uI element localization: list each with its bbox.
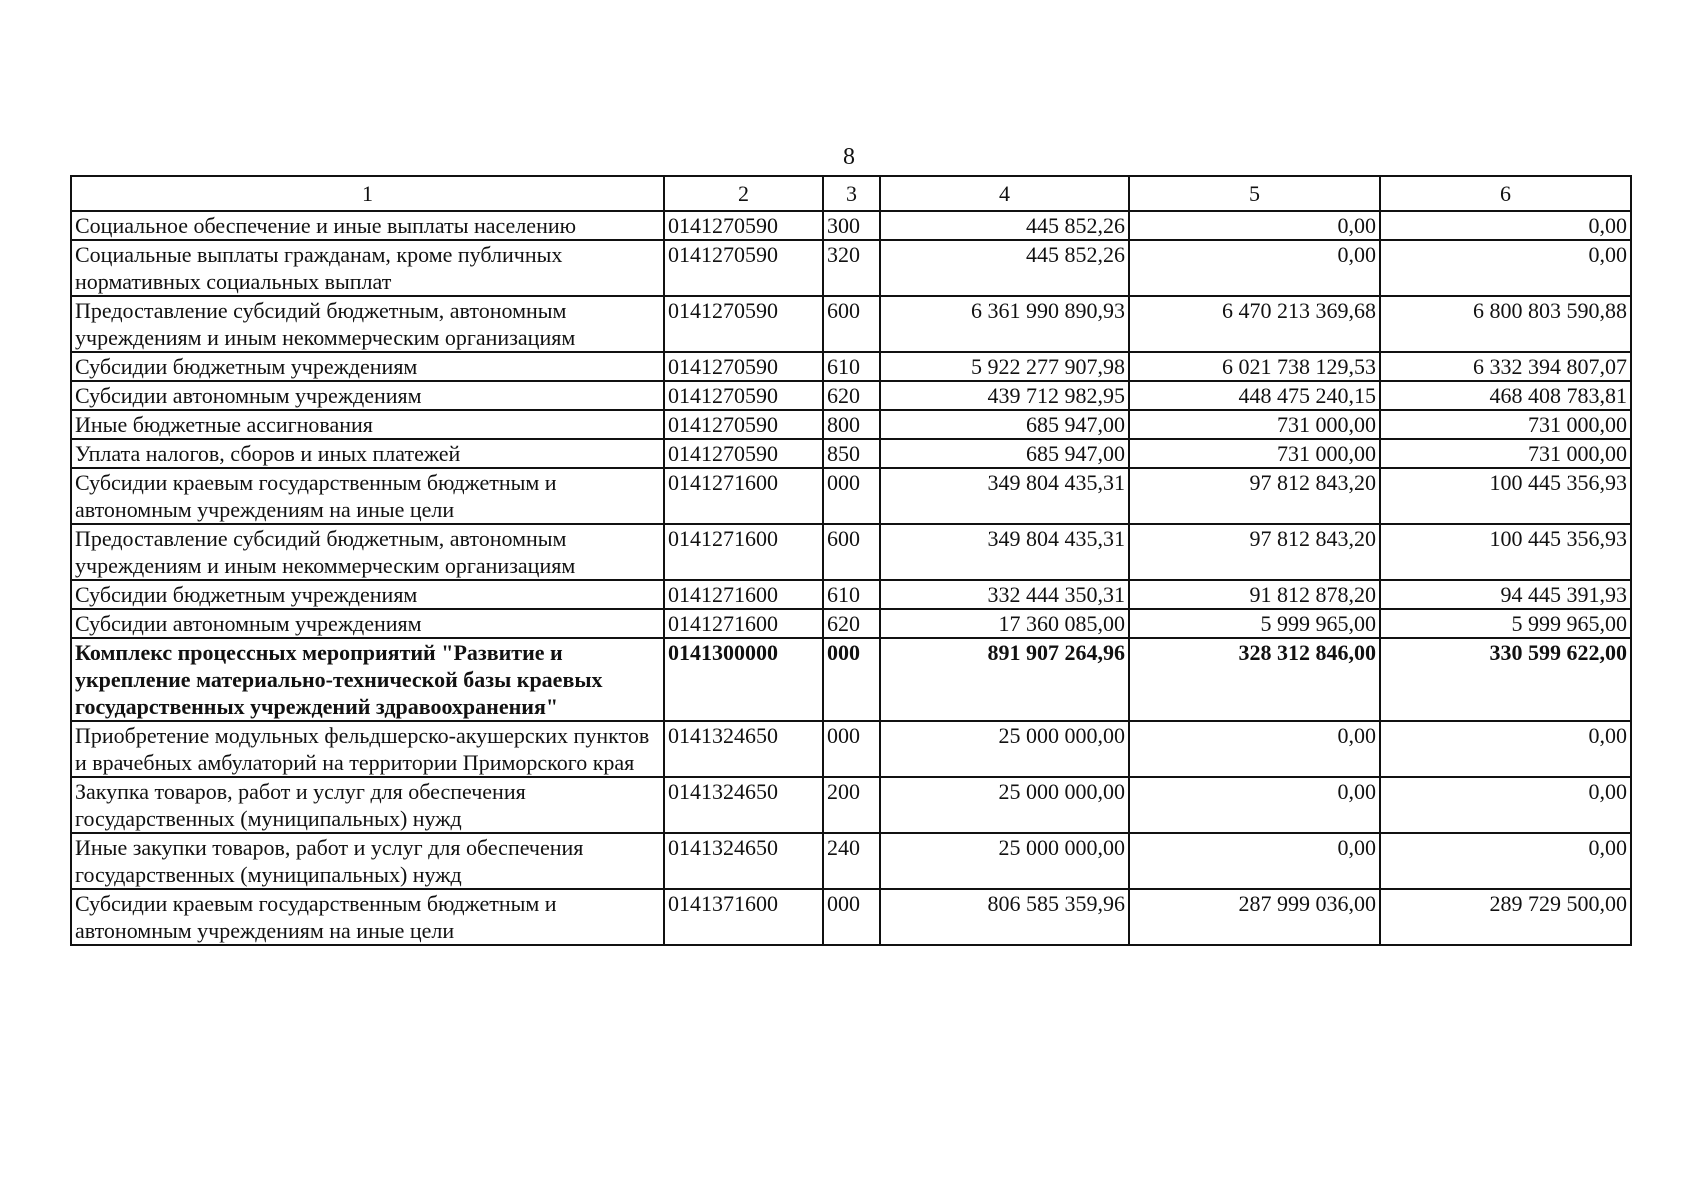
row-expense-type-cell: 000	[823, 468, 880, 524]
column-header-6: 6	[1380, 176, 1631, 211]
row-expense-type-cell: 800	[823, 410, 880, 439]
row-amount-col6-cell: 731 000,00	[1380, 410, 1631, 439]
row-code-cell: 0141324650	[664, 777, 823, 833]
row-amount-col5-cell: 328 312 846,00	[1129, 638, 1380, 721]
table-row	[71, 777, 1631, 833]
row-amount-col4-cell: 25 000 000,00	[880, 833, 1129, 889]
row-amount-col4-cell: 5 922 277 907,98	[880, 352, 1129, 381]
row-expense-type-cell: 200	[823, 777, 880, 833]
row-code-cell: 0141324650	[664, 721, 823, 777]
row-amount-col5-cell: 5 999 965,00	[1129, 609, 1380, 638]
row-amount-col5-cell: 6 470 213 369,68	[1129, 296, 1380, 352]
table-row	[71, 638, 1631, 721]
row-name-cell: Субсидии краевым государственным бюджетным и автономным учреждениям на иные цели	[71, 468, 664, 524]
table-row	[71, 609, 1631, 638]
row-name-cell: Субсидии автономным учреждениям	[71, 381, 664, 410]
row-amount-col4-cell: 6 361 990 890,93	[880, 296, 1129, 352]
row-amount-col6-cell: 0,00	[1380, 777, 1631, 833]
row-amount-col5-cell: 0,00	[1129, 777, 1380, 833]
row-amount-col5-cell: 97 812 843,20	[1129, 468, 1380, 524]
table-row	[71, 352, 1631, 381]
row-name-cell: Предоставление субсидий бюджетным, автономным учреждениям и иным некоммерческим организациям	[71, 296, 664, 352]
row-amount-col4-cell: 685 947,00	[880, 410, 1129, 439]
page-number: 8	[843, 144, 855, 170]
row-expense-type-cell: 320	[823, 240, 880, 296]
row-amount-col4-cell: 349 804 435,31	[880, 468, 1129, 524]
row-amount-col5-cell: 0,00	[1129, 833, 1380, 889]
row-amount-col6-cell: 731 000,00	[1380, 439, 1631, 468]
row-code-cell: 0141271600	[664, 580, 823, 609]
table-row	[71, 721, 1631, 777]
row-amount-col4-cell: 685 947,00	[880, 439, 1129, 468]
column-header-1: 1	[71, 176, 664, 211]
row-expense-type-cell: 600	[823, 296, 880, 352]
table-row	[71, 381, 1631, 410]
row-amount-col4-cell: 445 852,26	[880, 211, 1129, 240]
table-row	[71, 211, 1631, 240]
row-code-cell: 0141271600	[664, 468, 823, 524]
row-amount-col4-cell: 445 852,26	[880, 240, 1129, 296]
row-name-cell: Предоставление субсидий бюджетным, автономным учреждениям и иным некоммерческим организациям	[71, 524, 664, 580]
row-expense-type-cell: 620	[823, 381, 880, 410]
row-amount-col4-cell: 25 000 000,00	[880, 777, 1129, 833]
row-name-cell: Комплекс процессных мероприятий "Развитие и укрепление материально-технической базы краевых государственных учреждений здравоохранения"	[71, 638, 664, 721]
row-amount-col6-cell: 6 332 394 807,07	[1380, 352, 1631, 381]
table-row	[71, 889, 1631, 945]
row-name-cell: Иные бюджетные ассигнования	[71, 410, 664, 439]
row-name-cell: Приобретение модульных фельдшерско-акушерских пунктов и врачебных амбулаторий на территории Приморского края	[71, 721, 664, 777]
row-amount-col5-cell: 0,00	[1129, 211, 1380, 240]
row-expense-type-cell: 850	[823, 439, 880, 468]
row-expense-type-cell: 610	[823, 580, 880, 609]
row-name-cell: Субсидии автономным учреждениям	[71, 609, 664, 638]
row-amount-col6-cell: 100 445 356,93	[1380, 468, 1631, 524]
row-code-cell: 0141300000	[664, 638, 823, 721]
row-amount-col5-cell: 0,00	[1129, 721, 1380, 777]
row-code-cell: 0141324650	[664, 833, 823, 889]
row-amount-col6-cell: 289 729 500,00	[1380, 889, 1631, 945]
row-amount-col6-cell: 5 999 965,00	[1380, 609, 1631, 638]
row-amount-col6-cell: 6 800 803 590,88	[1380, 296, 1631, 352]
row-name-cell: Социальное обеспечение и иные выплаты населению	[71, 211, 664, 240]
row-name-cell: Субсидии бюджетным учреждениям	[71, 580, 664, 609]
row-expense-type-cell: 300	[823, 211, 880, 240]
row-amount-col6-cell: 0,00	[1380, 833, 1631, 889]
row-code-cell: 0141371600	[664, 889, 823, 945]
row-code-cell: 0141270590	[664, 352, 823, 381]
row-expense-type-cell: 610	[823, 352, 880, 381]
row-code-cell: 0141270590	[664, 240, 823, 296]
row-name-cell: Субсидии краевым государственным бюджетным и автономным учреждениям на иные цели	[71, 889, 664, 945]
row-name-cell: Иные закупки товаров, работ и услуг для обеспечения государственных (муниципальных) нужд	[71, 833, 664, 889]
table-header	[71, 176, 1631, 211]
row-expense-type-cell: 600	[823, 524, 880, 580]
table-row	[71, 296, 1631, 352]
row-amount-col6-cell: 94 445 391,93	[1380, 580, 1631, 609]
row-amount-col6-cell: 0,00	[1380, 211, 1631, 240]
row-code-cell: 0141271600	[664, 524, 823, 580]
row-amount-col4-cell: 439 712 982,95	[880, 381, 1129, 410]
table-body	[71, 211, 1631, 945]
row-amount-col4-cell: 349 804 435,31	[880, 524, 1129, 580]
row-amount-col5-cell: 287 999 036,00	[1129, 889, 1380, 945]
row-amount-col4-cell: 891 907 264,96	[880, 638, 1129, 721]
table-row	[71, 410, 1631, 439]
row-amount-col4-cell: 17 360 085,00	[880, 609, 1129, 638]
row-amount-col5-cell: 6 021 738 129,53	[1129, 352, 1380, 381]
row-amount-col4-cell: 806 585 359,96	[880, 889, 1129, 945]
row-amount-col6-cell: 468 408 783,81	[1380, 381, 1631, 410]
row-expense-type-cell: 000	[823, 721, 880, 777]
row-name-cell: Закупка товаров, работ и услуг для обеспечения государственных (муниципальных) нужд	[71, 777, 664, 833]
row-name-cell: Социальные выплаты гражданам, кроме публичных нормативных социальных выплат	[71, 240, 664, 296]
table-row	[71, 580, 1631, 609]
table-row	[71, 468, 1631, 524]
row-amount-col5-cell: 97 812 843,20	[1129, 524, 1380, 580]
budget-table	[70, 175, 1632, 946]
row-code-cell: 0141270590	[664, 410, 823, 439]
row-code-cell: 0141270590	[664, 211, 823, 240]
row-code-cell: 0141270590	[664, 439, 823, 468]
row-amount-col6-cell: 0,00	[1380, 240, 1631, 296]
row-amount-col5-cell: 448 475 240,15	[1129, 381, 1380, 410]
table-row	[71, 439, 1631, 468]
row-amount-col5-cell: 0,00	[1129, 240, 1380, 296]
row-amount-col5-cell: 731 000,00	[1129, 410, 1380, 439]
table-row	[71, 524, 1631, 580]
row-expense-type-cell: 240	[823, 833, 880, 889]
row-expense-type-cell: 000	[823, 638, 880, 721]
row-amount-col6-cell: 100 445 356,93	[1380, 524, 1631, 580]
row-code-cell: 0141270590	[664, 381, 823, 410]
column-header-5: 5	[1129, 176, 1380, 211]
header-row	[71, 176, 1631, 211]
row-amount-col6-cell: 330 599 622,00	[1380, 638, 1631, 721]
row-name-cell: Субсидии бюджетным учреждениям	[71, 352, 664, 381]
row-expense-type-cell: 000	[823, 889, 880, 945]
row-amount-col4-cell: 332 444 350,31	[880, 580, 1129, 609]
row-amount-col4-cell: 25 000 000,00	[880, 721, 1129, 777]
column-header-4: 4	[880, 176, 1129, 211]
row-code-cell: 0141270590	[664, 296, 823, 352]
column-header-3: 3	[823, 176, 880, 211]
row-amount-col5-cell: 91 812 878,20	[1129, 580, 1380, 609]
table-row	[71, 833, 1631, 889]
row-expense-type-cell: 620	[823, 609, 880, 638]
row-amount-col6-cell: 0,00	[1380, 721, 1631, 777]
row-amount-col5-cell: 731 000,00	[1129, 439, 1380, 468]
row-code-cell: 0141271600	[664, 609, 823, 638]
row-name-cell: Уплата налогов, сборов и иных платежей	[71, 439, 664, 468]
table-row	[71, 240, 1631, 296]
column-header-2: 2	[664, 176, 823, 211]
